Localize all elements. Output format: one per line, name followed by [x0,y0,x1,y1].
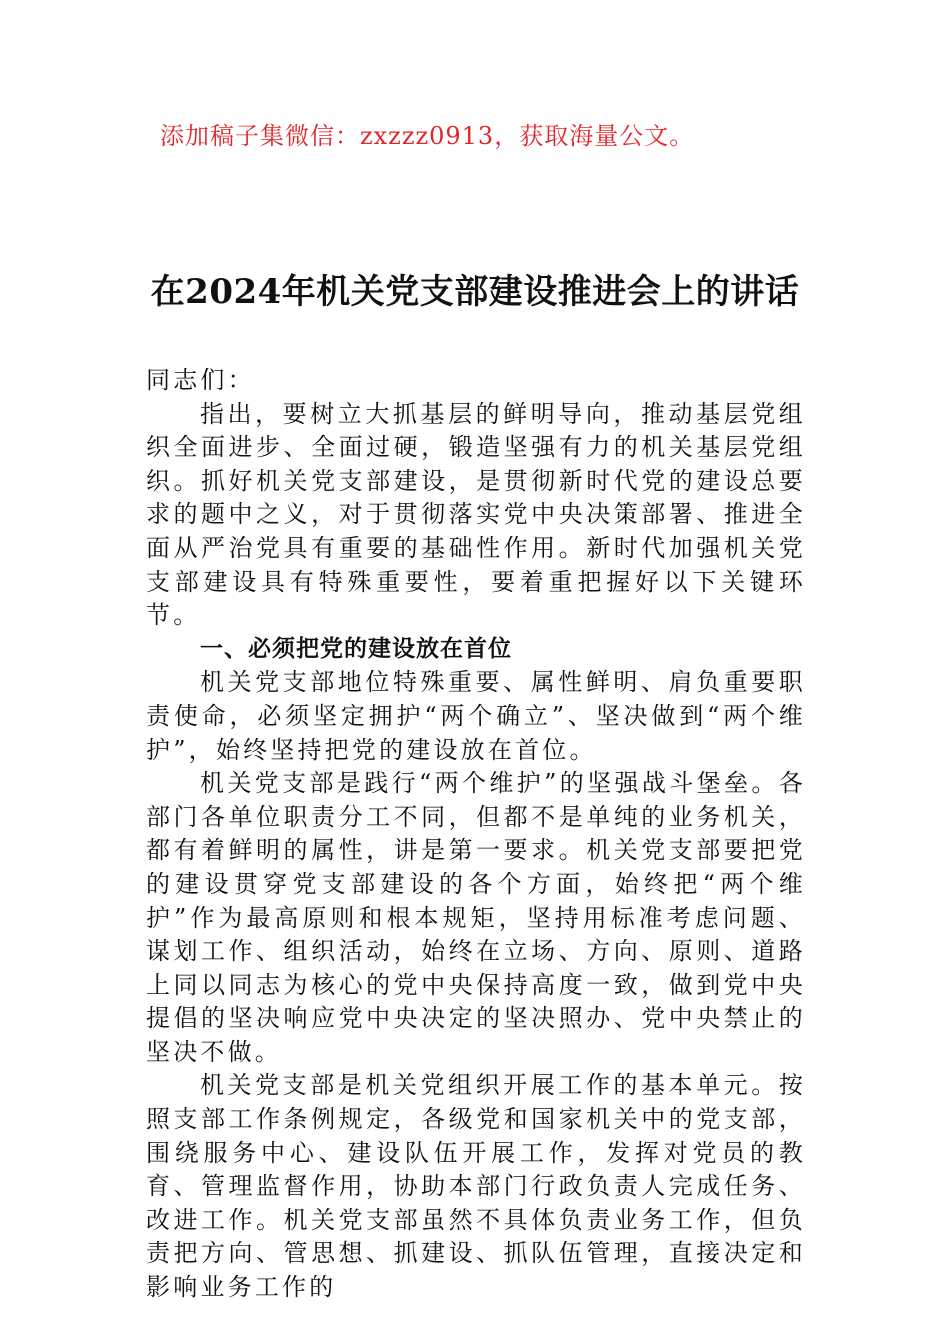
paragraph: 机关党支部是机关党组织开展工作的基本单元。按照支部工作条例规定，各级党和国家机关中的党支部，围绕服务中心、建设队伍开展工作，发挥对党员的教育、管理监督作用，协助本部门行政负责人完成任务、改进工作。机关党支部虽然不具体负责业务工作，但负责把方向、管思想、抓建设、抓队伍管理，直接决定和影响业务工作的 [146,1071,806,1302]
paragraph: 机关党支部是践行“两个维护”的坚强战斗堡垒。各部门各单位职责分工不同，但都不是单纯的业务机关，都有着鲜明的属性，讲是第一要求。机关党支部要把党的建设贯穿党支部建设的各个方面，始终把“两个维护”作为最高原则和根本规矩，坚持用标准考虑问题、谋划工作、组织活动，始终在立场、方向、原则、道路上同以同志为核心的党中央保持高度一致，做到党中央提倡的坚决响应党中央决定的坚决照办、党中央禁止的坚决不做。 [146,769,806,1066]
document-body [146,364,806,1305]
wechat-notice: 添加稿子集微信：zxzzz0913，获取海量公文。 [160,122,695,150]
paragraph: 机关党支部地位特殊重要、属性鲜明、肩负重要职责使命，必须坚定拥护“两个确立”、坚决做到“两个维护”，始终坚持把党的建设放在首位。 [146,668,806,764]
salutation: 同志们： [146,366,255,394]
paragraph: 指出，要树立大抓基层的鲜明导向，推动基层党组织全面进步、全面过硬，锻造坚强有力的机关基层党组织。抓好机关党支部建设，是贯彻新时代党的建设总要求的题中之义，对于贯彻落实党中央决策部署、推进全面从严治党具有重要的基础性作用。新时代加强机关党支部建设具有特殊重要性，要着重把握好以下关键环节。 [146,399,806,630]
section-heading: 一、必须把党的建设放在首位 [200,635,512,662]
document-title: 在2024年机关党支部建设推进会上的讲话 [150,272,800,312]
